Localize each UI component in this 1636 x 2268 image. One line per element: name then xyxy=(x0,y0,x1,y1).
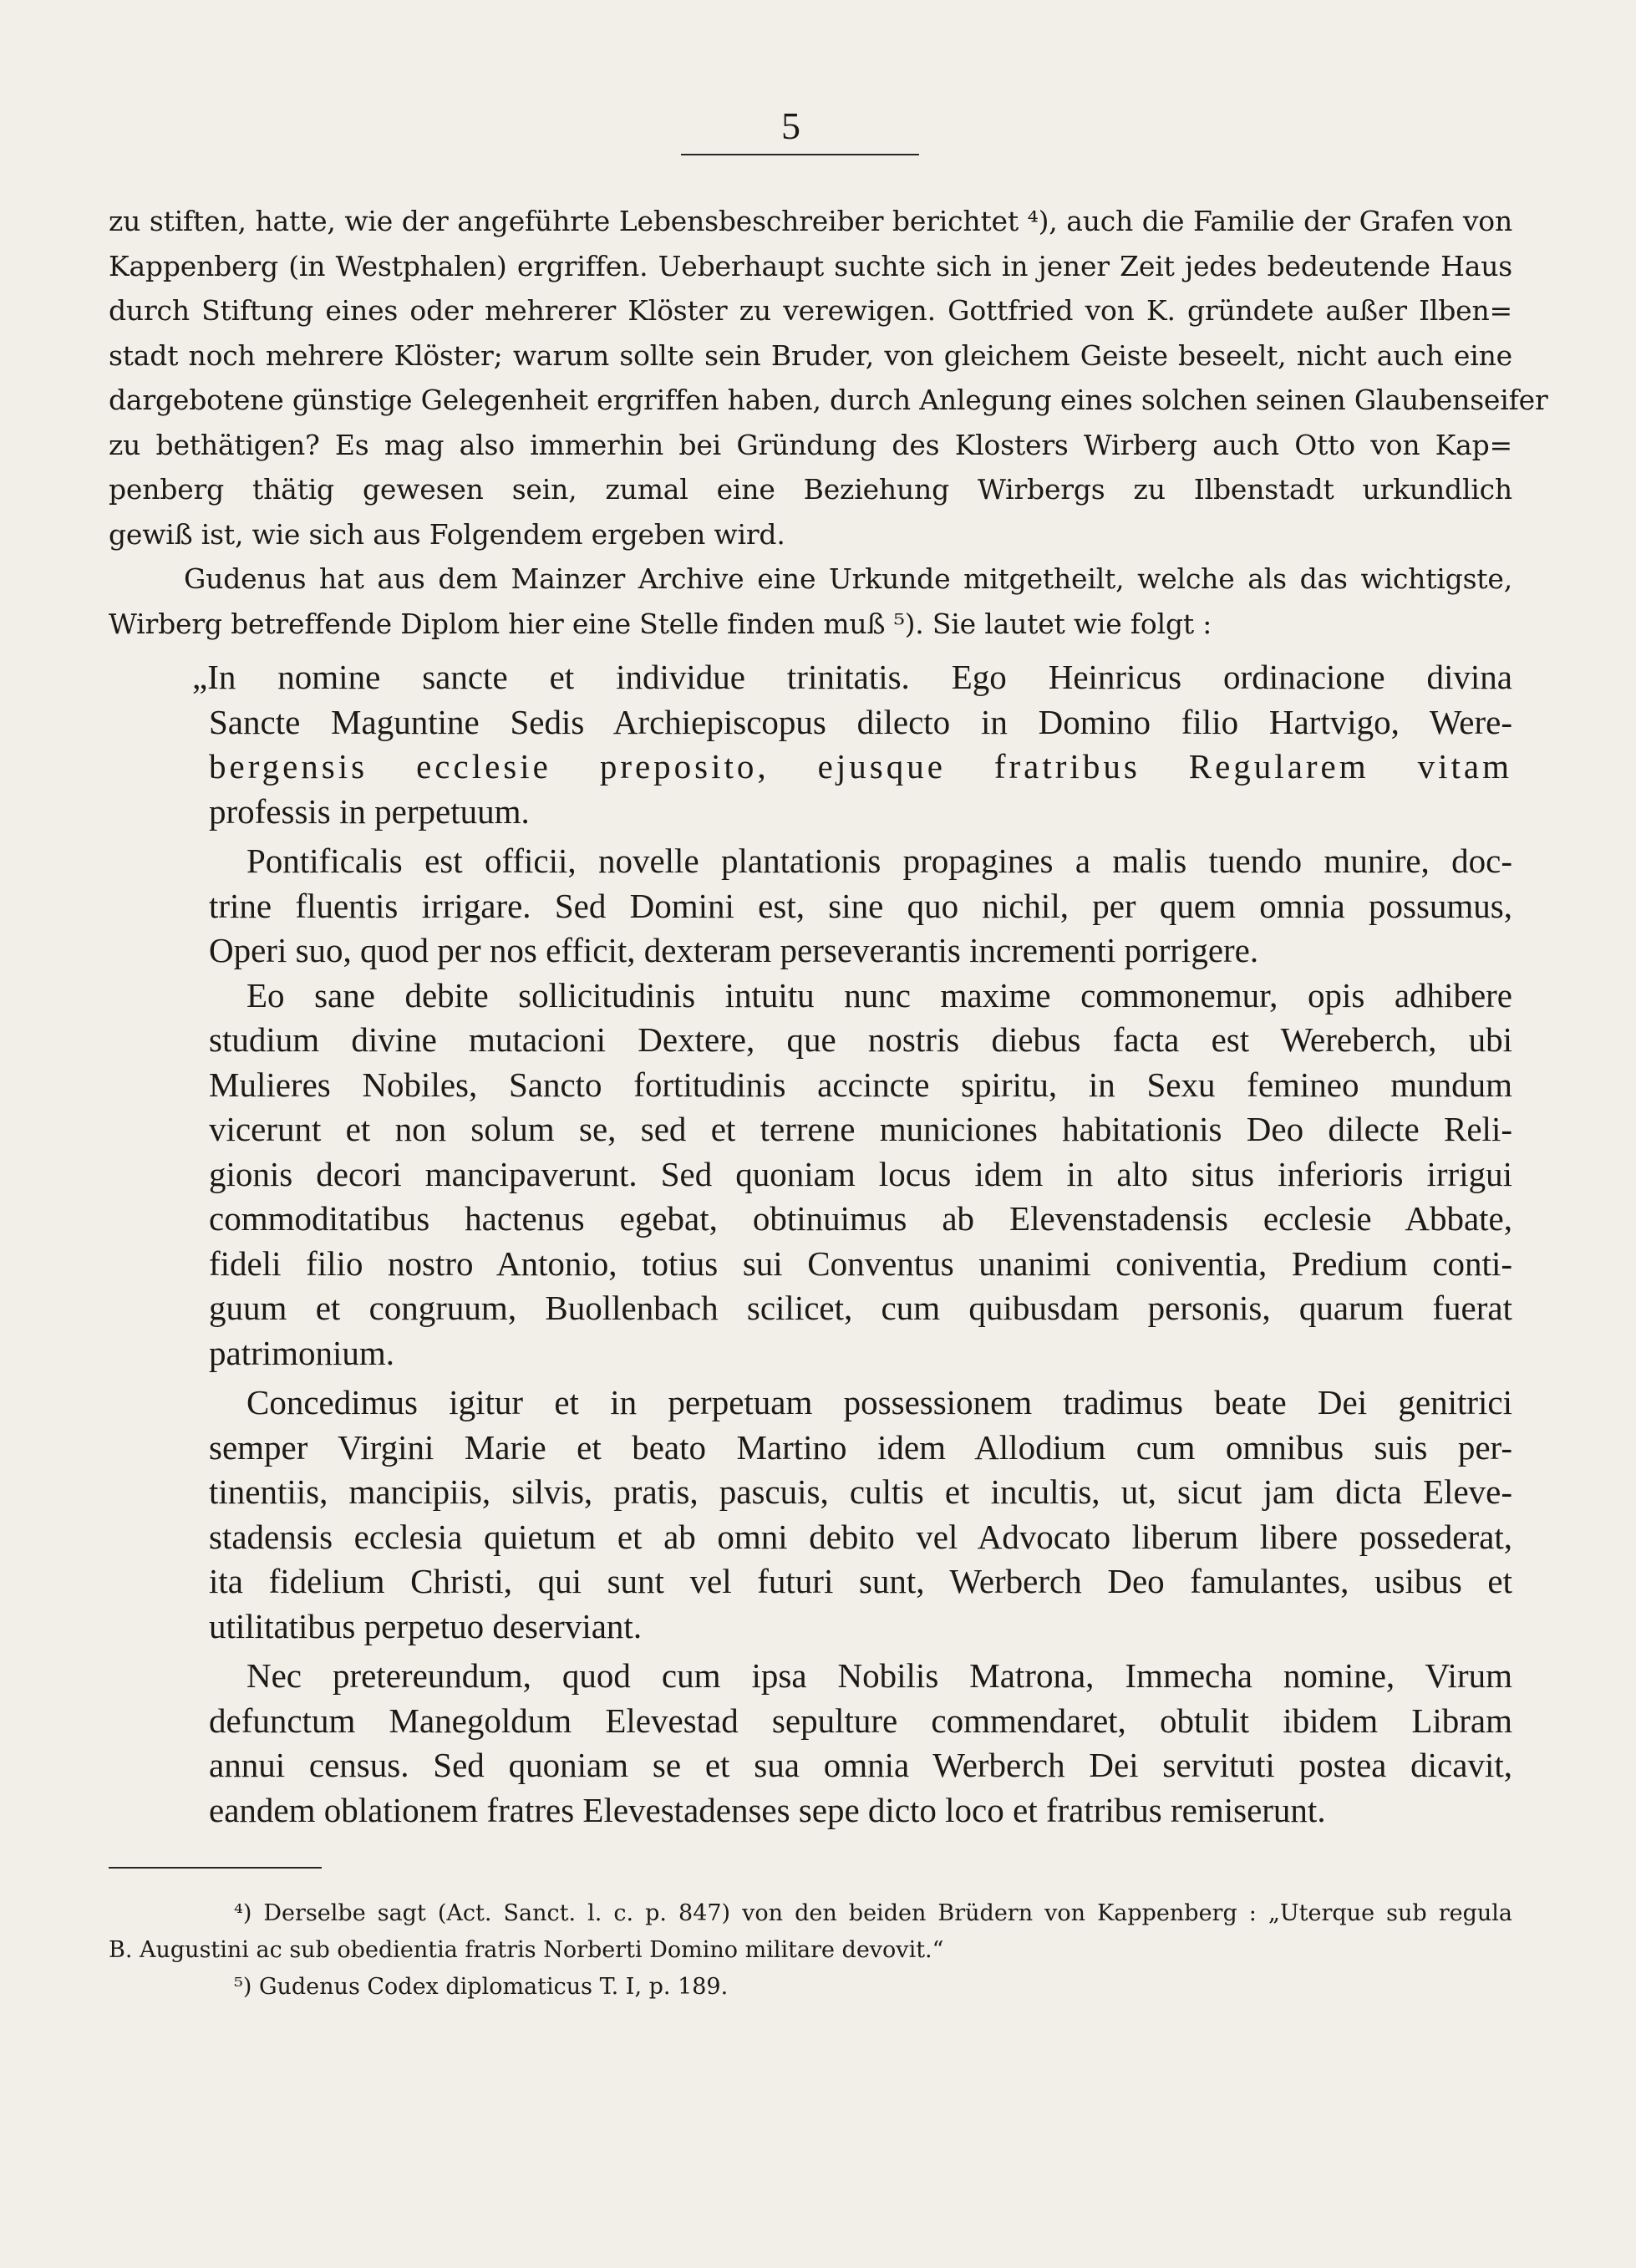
text-line: stadt noch mehrere Klöster; warum sollte sein Bruder, von gleichem Geiste beseelt, nicht auch eine xyxy=(109,338,1512,372)
text-line: Wirberg betreffende Diplom hier eine Stelle finden muß ⁵). Sie lautet wie folgt : xyxy=(109,607,1212,640)
charter-line: professis in perpetuum. xyxy=(209,791,530,831)
charter-line: Sancte Maguntine Sedis Archiepiscopus dilecto in Domino filio Hartvigo, Were- xyxy=(209,702,1512,741)
text-line: gewiß ist, wie sich aus Folgendem ergeben wird. xyxy=(109,517,785,551)
charter-line: ita fidelium Christi, qui sunt vel futuri sunt, Werberch Deo famulantes, usibus et xyxy=(209,1562,1512,1600)
text-line: Kappenberg (in Westphalen) ergriffen. Ueberhaupt suchte sich in jener Zeit jedes bedeutende Haus xyxy=(109,249,1512,282)
footnote-rule xyxy=(109,1867,322,1869)
charter-line: utilitatibus perpetuo deserviant. xyxy=(209,1606,643,1645)
charter-line: stadensis ecclesia quietum et ab omni debito vel Advocato liberum libere possederat, xyxy=(209,1517,1512,1556)
fraktur-body xyxy=(109,199,1548,646)
footnote-5: ⁵) Gudenus Codex diplomaticus T. I, p. 189. xyxy=(234,1974,729,2000)
charter-line: commoditatibus hactenus egebat, obtinuimus ab Elevenstadensis ecclesie Abbate, xyxy=(209,1199,1512,1238)
charter-line: studium divine mutacioni Dextere, que nostris diebus facta est Wereberch, ubi xyxy=(209,1020,1512,1059)
charter-line: „In nomine sancte et individue trinitatis. Ego Heinricus ordinacione divina xyxy=(192,658,1512,696)
charter-line: eandem oblationem fratres Elevestadenses sepe dicto loco et fratribus remiserunt. xyxy=(209,1790,1326,1829)
text-line: zu stiften, hatte, wie der angeführte Lebensbeschreiber berichtet ⁴), auch die Familie der Grafen von xyxy=(109,205,1512,237)
header-rule xyxy=(681,154,919,155)
charter-line: Nec pretereundum, quod cum ipsa Nobilis Matrona, Immecha nomine, Virum xyxy=(246,1656,1512,1695)
charter-line: defunctum Manegoldum Elevestad sepulture commendaret, obtulit ibidem Libram xyxy=(209,1701,1512,1740)
charter-line: vicerunt et non solum se, sed et terrene municiones habitationis Deo dilecte Reli- xyxy=(209,1110,1512,1148)
footnote-4-continuation: B. Augustini ac sub obedientia fratris Norberti Domino militare devovit.“ xyxy=(109,1937,944,1963)
charter-line: patrimonium. xyxy=(209,1333,395,1372)
charter-line: guum et congruum, Buollenbach scilicet, cum quibusdam personis, quarum fuerat xyxy=(209,1289,1512,1327)
charter-line: Pontificalis est officii, novelle plantationis propagines a malis tuendo munire, doc- xyxy=(246,842,1512,880)
charter-line: gionis decori mancipaverunt. Sed quoniam locus idem in alto situs inferioris irrigui xyxy=(209,1154,1512,1193)
charter-line: Concedimus igitur et in perpetuam possessionem tradimus beate Dei genitrici xyxy=(246,1383,1512,1421)
footnote-4: ⁴) Derselbe sagt (Act. Sanct. l. c. p. 847) von den beiden Brüdern von Kappenberg : „Uterque sub regula xyxy=(234,1900,1512,1926)
charter-line: fideli filio nostro Antonio, totius sui Conventus unanimi coniventia, Predium conti- xyxy=(209,1243,1512,1283)
charter-line: semper Virgini Marie et beato Martino idem Allodium cum omnibus suis per- xyxy=(209,1427,1512,1467)
charter-line: Eo sane debite sollicitudinis intuitu nunc maxime commonemur, opis adhibere xyxy=(246,975,1512,1014)
charter-line: tinentiis, mancipiis, silvis, pratis, pascuis, cultis et incultis, ut, sicut jam dicta Eleve- xyxy=(209,1472,1512,1511)
text-line: zu bethätigen? Es mag also immerhin bei Gründung des Klosters Wirberg auch Otto von Kap= xyxy=(109,428,1512,461)
charter-line: Operi suo, quod per nos efficit, dexteram perseverantis incrementi porrigere. xyxy=(209,931,1259,969)
latin-charter xyxy=(192,655,1512,1833)
charter-line: bergensis ecclesie preposito, ejusque fratribus Regularem vitam xyxy=(209,747,1512,786)
charter-line: trine fluentis irrigare. Sed Domini est, sine quo nichil, per quem omnia possumus, xyxy=(209,886,1512,925)
text-line: durch Stiftung eines oder mehrerer Klöster zu verewigen. Gottfried von K. gründete außer Ilben= xyxy=(109,294,1512,327)
text-line: Gudenus hat aus dem Mainzer Archive eine Urkunde mitgetheilt, welche als das wichtigste, xyxy=(184,562,1512,595)
charter-line: annui census. Sed quoniam se et sua omnia Werberch Dei servituti postea dicavit, xyxy=(209,1746,1512,1784)
footnotes xyxy=(109,1895,1512,2006)
text-line: dargebotene günstige Gelegenheit ergriffen haben, durch Anlegung eines solchen seinen Glaubenseifer xyxy=(109,384,1548,416)
page-number: 5 xyxy=(781,104,800,147)
text-line: penberg thätig gewesen sein, zumal eine Beziehung Wirbergs zu Ilbenstadt urkundlich xyxy=(109,473,1512,506)
charter-line: Mulieres Nobiles, Sancto fortitudinis accincte spiritu, in Sexu femineo mundum xyxy=(209,1065,1512,1104)
